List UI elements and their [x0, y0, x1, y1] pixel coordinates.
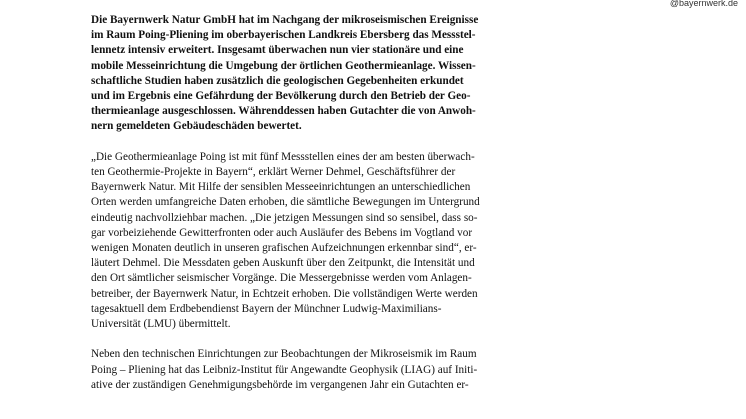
text-line: betreiber, der Bayernwerk Natur, in Echtzeit erhoben. Die vollständigen Werte werden — [91, 287, 478, 300]
text-line: Die Bayernwerk Natur GmbH hat im Nachgang der mikroseismischen Ereignisse — [91, 14, 479, 26]
text-line: den Ort sämtlicher seismischer Vorgänge. Die Messergebnisse werden vom Anlagen- — [91, 272, 472, 285]
text-line: eindeutig nachvollziehbar machen. „Die jetzigen Messungen sind so sensibel, dass so- — [91, 211, 478, 224]
text-line: ative der zuständigen Genehmigungsbehörde im vergangenen Jahr ein Gutachten er- — [91, 378, 469, 391]
header-handle: @bayernwerk.de — [669, 0, 738, 8]
body-paragraph — [91, 150, 573, 332]
body-paragraph — [91, 347, 573, 393]
text-line: im Raum Poing-Pliening im oberbayerischen Landkreis Ebersberg das Messstel- — [91, 29, 476, 42]
text-line: Poing – Pliening hat das Leibniz-Institut für Angewandte Geophysik (LIAG) auf Initi- — [91, 363, 478, 376]
lead-paragraph — [91, 13, 573, 135]
text-line: gar vorbeiziehende Gewitterfronten oder auch Ausläufer des Bebens im Vogtland vor — [91, 226, 473, 239]
text-line: thermieanlage ausgeschlossen. Währenddessen haben Gutachter die von Anwoh- — [91, 105, 476, 118]
text-line: nern gemeldeten Gebäudeschäden bewertet. — [91, 120, 302, 133]
text-line: tagesaktuell dem Erdbebendienst Bayern der Münchner Ludwig-Maximilians- — [91, 302, 442, 315]
text-line: ten Geothermie-Projekte in Bayern“, erklärt Werner Dehmel, Geschäftsführer der — [91, 166, 456, 179]
text-line: lennetz intensiv erweitert. Insgesamt überwachen nun vier stationäre und eine — [91, 44, 464, 57]
text-line: Universität (LMU) übermittelt. — [91, 318, 231, 331]
text-line: schaftliche Studien haben zusätzlich die geologischen Gegebenheiten erkundet — [91, 74, 464, 87]
text-line: Neben den technischen Einrichtungen zur Beobachtungen der Mikroseismik im Raum — [91, 348, 477, 361]
paragraph-gap — [91, 332, 573, 347]
text-line: wenigen Monaten deutlich in unseren grafischen Aufzeichnungen erkennbar sind“, er- — [91, 242, 477, 255]
text-line: und im Ergebnis eine Gefährdung der Bevölkerung durch den Betrieb der Geo- — [91, 90, 471, 103]
paragraph-gap — [91, 135, 573, 150]
text-line: läutert Dehmel. Die Messdaten geben Auskunft über den Zeitpunkt, die Intensität und — [91, 257, 475, 270]
text-line: „Die Geothermieanlage Poing ist mit fünf Messstellen eines der am besten überwach- — [91, 150, 475, 163]
text-line: Orten werden umfangreiche Daten erhoben, die sämtliche Bewegungen im Untergrund — [91, 196, 480, 209]
article-body — [91, 13, 573, 393]
text-line: mobile Messeinrichtung die Umgebung der örtlichen Geothermieanlage. Wissen- — [91, 59, 476, 72]
text-line: Bayernwerk Natur. Mit Hilfe der sensiblen Messeeinrichtungen an unterschiedlichen — [91, 181, 471, 194]
